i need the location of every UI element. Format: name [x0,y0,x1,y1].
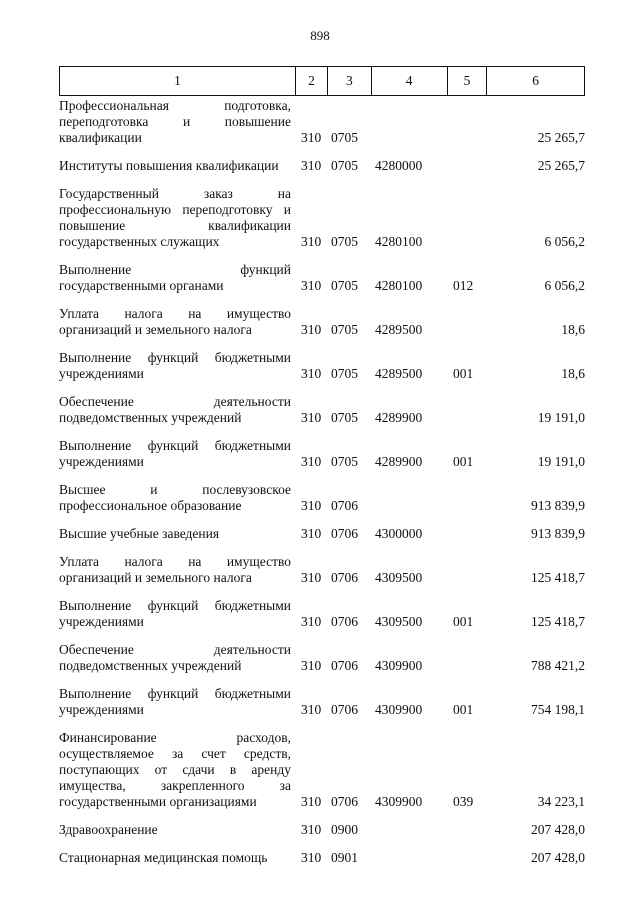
row-col-2: 310 [301,570,322,585]
row-col-3: 0706 [331,702,358,717]
table-row [59,554,585,586]
row-col-6: 19 191,0 [537,454,585,469]
row-col-5: 039 [453,794,474,809]
table-row [59,438,585,470]
table-row [59,98,585,146]
table-row [59,350,585,382]
row-col-3: 0706 [331,570,358,585]
header-col-6: 6 [532,73,540,88]
row-col-6: 207 428,0 [531,822,585,837]
row-col-4: 4309500 [375,614,423,629]
row-col-6: 754 198,1 [531,702,585,717]
row-name: Выполнение функций бюджетными учреждениями [59,686,291,717]
header-col-3: 3 [328,67,372,95]
row-col-4: 4300000 [375,526,423,541]
row-col-6: 19 191,0 [537,410,585,425]
row-col-3: 0705 [331,158,358,173]
row-col-2: 310 [301,278,322,293]
row-col-3: 0705 [331,130,358,145]
row-col-2: 310 [301,130,322,145]
table-row [59,850,585,866]
row-col-4: 4289900 [375,454,423,469]
row-col-4: 4280000 [375,158,423,173]
row-col-2: 310 [301,322,322,337]
row-col-2: 310 [301,850,322,865]
table-row [59,262,585,294]
row-col-5: 001 [453,702,474,717]
row-col-2: 310 [301,614,322,629]
header-col-4: 4 [372,67,448,95]
row-col-6: 6 056,2 [544,278,585,293]
row-col-2: 310 [301,658,322,673]
row-col-3: 0706 [331,658,358,673]
header-col-5: 5 [448,67,488,95]
row-col-3: 0705 [331,410,358,425]
row-col-4: 4280100 [375,234,423,249]
row-col-2: 310 [301,822,322,837]
row-col-2: 310 [301,158,322,173]
row-col-3: 0901 [331,850,358,865]
row-col-3: 0706 [331,614,358,629]
table-row [59,730,585,810]
row-col-6: 18,6 [561,322,585,337]
row-col-3: 0705 [331,454,358,469]
row-col-6: 913 839,9 [531,526,585,541]
row-col-5: 001 [453,366,474,381]
row-col-2: 310 [301,498,322,513]
row-name: Уплата налога на имущество организаций и земельного налога [59,554,291,585]
row-col-6: 788 421,2 [531,658,585,673]
page-number: 898 [310,28,330,43]
row-col-3: 0705 [331,278,358,293]
table-row [59,158,585,174]
row-col-5: 001 [453,614,474,629]
row-name: Выполнение функций бюджетными учреждениями [59,438,291,469]
row-col-4: 4289900 [375,410,423,425]
row-col-6: 34 223,1 [537,794,585,809]
row-col-2: 310 [301,454,322,469]
row-col-2: 310 [301,702,322,717]
row-name: Уплата налога на имущество организаций и земельного налога [59,306,291,337]
row-name: Выполнение функций бюджетными учреждениями [59,350,291,381]
table-row [59,526,585,542]
table-row [59,598,585,630]
table-body [59,98,585,878]
row-col-4: 4280100 [375,278,423,293]
row-col-4: 4309900 [375,702,423,717]
row-col-3: 0706 [331,794,358,809]
row-name: Институты повышения квалификации [59,158,279,173]
row-col-5: 001 [453,454,474,469]
row-col-6: 25 265,7 [537,130,585,145]
row-col-6: 125 418,7 [531,570,585,585]
row-name: Стационарная медицинская помощь [59,850,268,865]
table-row [59,822,585,838]
row-col-3: 0705 [331,234,358,249]
table-row [59,642,585,674]
table-row [59,306,585,338]
header-col-1: 1 [60,67,296,95]
row-col-6: 6 056,2 [544,234,585,249]
row-col-3: 0900 [331,822,358,837]
row-name: Профессиональная подготовка, переподготовка и повышение квалификации [59,98,291,145]
row-col-3: 0706 [331,498,358,513]
row-col-2: 310 [301,234,322,249]
row-name: Высшее и послевузовское профессиональное образование [59,482,291,513]
row-name: Государственный заказ на профессиональную переподготовку и повышение квалификации государственных служащих [59,186,291,249]
row-col-6: 913 839,9 [531,498,585,513]
row-col-2: 310 [301,410,322,425]
row-col-6: 18,6 [561,366,585,381]
row-col-3: 0706 [331,526,358,541]
row-col-2: 310 [301,794,322,809]
row-col-4: 4309900 [375,658,423,673]
table-row [59,482,585,514]
row-col-5: 012 [453,278,474,293]
row-col-6: 125 418,7 [531,614,585,629]
row-name: Высшие учебные заведения [59,526,220,541]
row-col-4: 4309500 [375,570,423,585]
row-col-4: 4309900 [375,794,423,809]
row-col-2: 310 [301,526,322,541]
row-col-2: 310 [301,366,322,381]
row-col-4: 4289500 [375,366,423,381]
row-col-3: 0705 [331,322,358,337]
row-col-3: 0705 [331,366,358,381]
row-name: Обеспечение деятельности подведомственных учреждений [59,642,291,673]
table-row [59,686,585,718]
header-col-2: 2 [296,67,328,95]
row-name: Здравоохранение [59,822,158,837]
row-col-6: 207 428,0 [531,850,585,865]
row-name: Финансирование расходов, осуществляемое за счет средств, поступающих от сдачи в аренду имущества, закрепленного за государственными организациями [59,730,291,809]
row-col-4: 4289500 [375,322,423,337]
row-name: Обеспечение деятельности подведомственных учреждений [59,394,291,425]
row-name: Выполнение функций бюджетными учреждениями [59,598,291,629]
table-row [59,394,585,426]
row-name: Выполнение функций государственными органами [59,262,291,293]
table-row [59,186,585,250]
table-header [59,66,585,96]
row-col-6: 25 265,7 [537,158,585,173]
